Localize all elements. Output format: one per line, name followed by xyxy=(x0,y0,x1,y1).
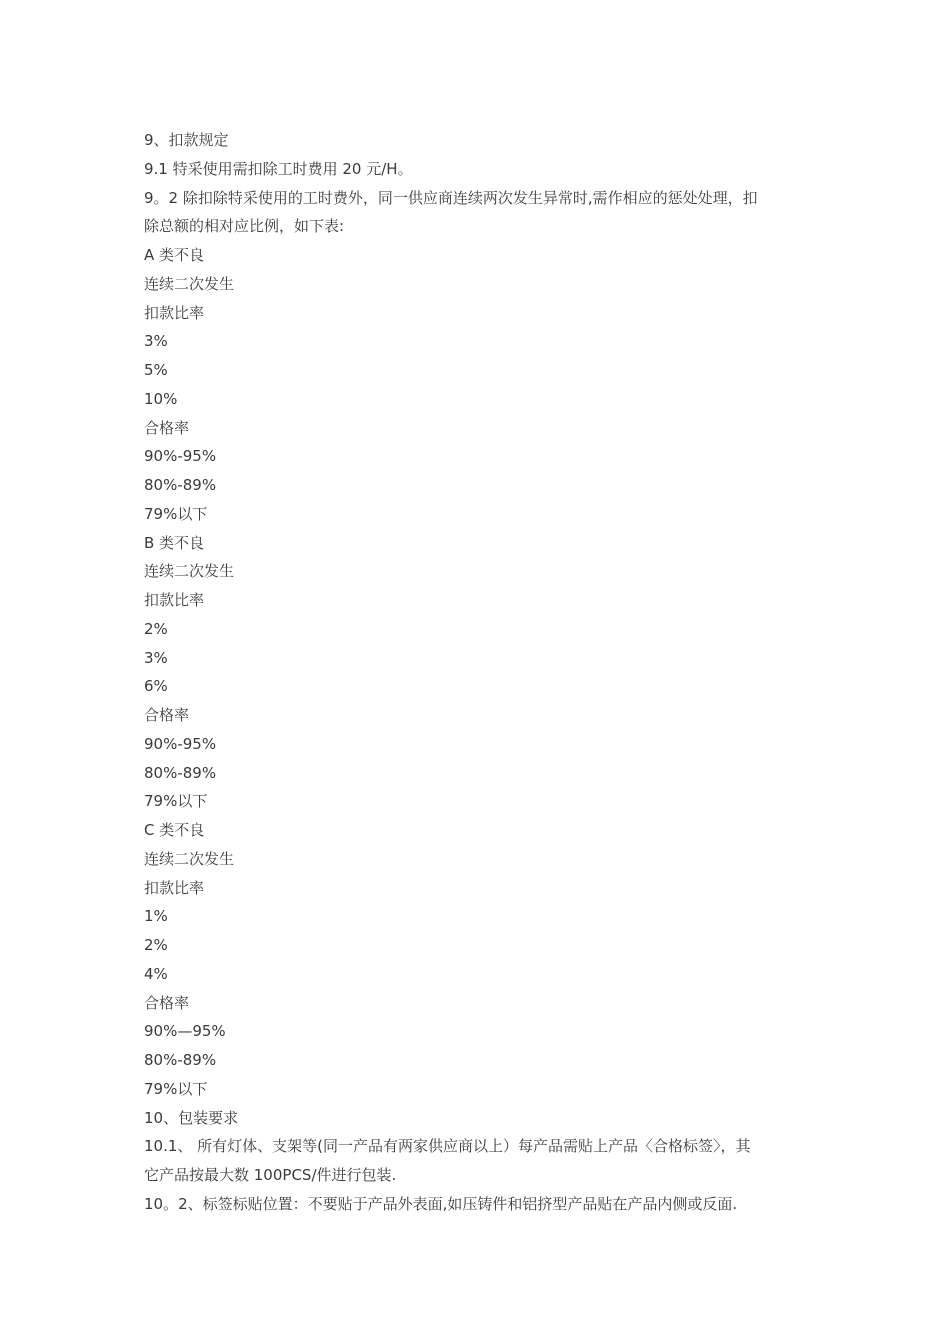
table-cell: 4% xyxy=(144,964,168,983)
paragraph-line: 9。2 除扣除特采使用的工时费外，同一供应商连续两次发生异常时,需作相应的惩处处理，扣 xyxy=(144,188,758,207)
table-cell: 扣款比率 xyxy=(144,303,205,322)
table-cell: 80%-89% xyxy=(144,1051,217,1069)
table-cell: 90%—95% xyxy=(144,1022,226,1041)
section-heading-deduction: 9、扣款规定 xyxy=(144,131,229,149)
table-cell: 合格率 xyxy=(144,418,190,437)
table-cell: 80%-89% xyxy=(144,763,217,782)
table-cell: 90%-95% xyxy=(144,734,217,753)
table-cell: 连续二次发生 xyxy=(144,274,235,293)
table-cell: 合格率 xyxy=(144,993,190,1012)
paragraph-line: 除总额的相对应比例，如下表: xyxy=(144,217,345,236)
paragraph-line: 9.1 特采使用需扣除工时费用 20 元/H。 xyxy=(144,159,413,178)
table-cell: 连续二次发生 xyxy=(144,562,235,581)
table-cell: 79%以下 xyxy=(144,1079,208,1098)
table-cell: A 类不良 xyxy=(144,246,205,264)
paragraph-line: 它产品按最大数 100PCS/件进行包装. xyxy=(144,1166,397,1184)
table-cell: 3% xyxy=(144,648,168,667)
table-cell: 扣款比率 xyxy=(144,591,205,609)
table-cell: B 类不良 xyxy=(144,533,205,552)
table-cell: 79%以下 xyxy=(144,504,208,523)
paragraph-line: 10.1、 所有灯体、支架等(同一产品有两家供应商以上）每产品需贴上产品〈合格标签〉，其 xyxy=(144,1137,751,1156)
table-cell: 合格率 xyxy=(144,706,190,724)
section-heading-packaging: 10、包装要求 xyxy=(144,1108,239,1127)
table-cell: 90%-95% xyxy=(144,447,217,466)
table-cell: 2% xyxy=(144,936,168,954)
table-cell: 连续二次发生 xyxy=(144,849,235,868)
table-cell: 10% xyxy=(144,389,178,408)
table-cell: 3% xyxy=(144,332,168,351)
table-cell: 1% xyxy=(144,907,168,926)
table-cell: C 类不良 xyxy=(144,821,205,839)
table-cell: 5% xyxy=(144,361,168,379)
paragraph-line: 10。2、标签标贴位置：不要贴于产品外表面,如压铸件和铝挤型产品贴在产品内侧或反面. xyxy=(144,1194,738,1213)
table-cell: 扣款比率 xyxy=(144,878,205,897)
table-cell: 80%-89% xyxy=(144,476,217,494)
document-body xyxy=(144,126,804,1219)
table-cell: 79%以下 xyxy=(144,792,208,811)
table-cell: 2% xyxy=(144,619,168,638)
table-cell: 6% xyxy=(144,677,168,696)
